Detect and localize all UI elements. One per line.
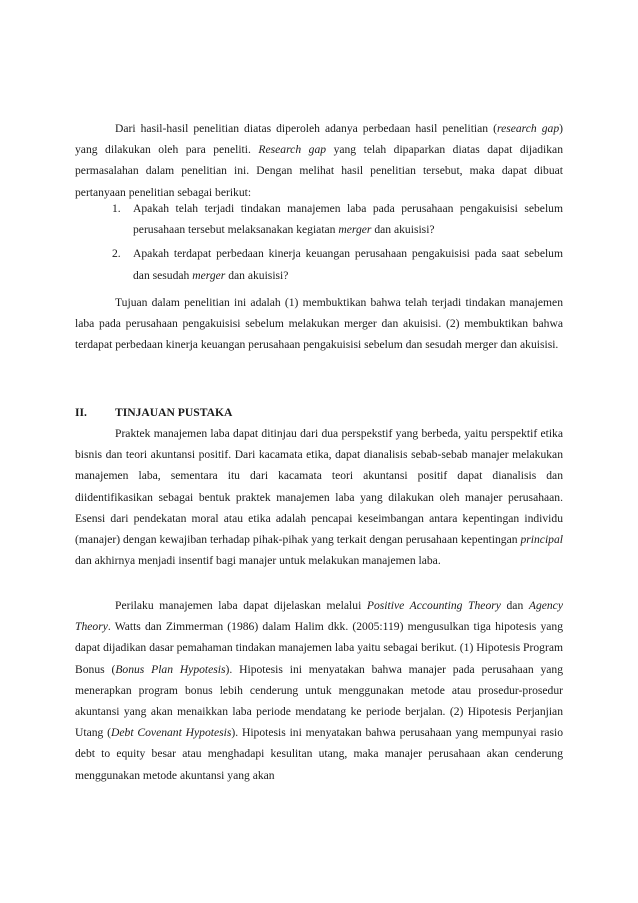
italic-term: Agency Theory xyxy=(75,599,563,634)
purpose-paragraph: Tujuan dalam penelitian ini adalah (1) membuktikan bahwa telah terjadi tindakan manajemen laba pada perusahaan pengakuisisi sebelum melakukan merger dan akuisisi. (2) membuktikan bahwa terdapat perbedaan kinerja keuangan perusahaan pengakuisisi sebelum dan sesudah merger dan akuisisi. xyxy=(75,296,563,352)
list-text: Apakah terdapat perbedaan kinerja keuangan perusahaan pengakuisisi pada saat sebelum dan sesudah xyxy=(133,247,563,282)
literature-paragraph-1 xyxy=(75,423,563,571)
italic-term: Bonus Plan Hypotesis xyxy=(115,662,226,676)
intro-paragraph xyxy=(75,118,563,203)
intro-text: Dari hasil-hasil penelitian diatas diperoleh adanya perbedaan hasil penelitian ( xyxy=(115,122,497,135)
intro-text: yang telah dipaparkan diatas dapat dijadikan permasalahan dalam penelitian ini. Dengan melihat hasil penelitian tersebut, maka dapat dibuat pertanyaan penelitian sebagai berikut: xyxy=(75,143,564,199)
italic-term: principal xyxy=(520,533,563,547)
section-number: II. xyxy=(75,406,87,419)
section-title: TINJAUAN PUSTAKA xyxy=(115,406,233,419)
list-italic-term: merger xyxy=(338,223,372,237)
paragraph-text: Perilaku manajemen laba dapat dijelaskan melalui xyxy=(115,599,367,612)
italic-term: Debt Covenant Hypotesis xyxy=(111,726,232,740)
paragraph-text: Praktek manajemen laba dapat ditinjau dari dua perspekstif yang berbeda, yaitu perspektif etika bisnis dan teori akuntansi positif. Dari kacamata etika, dapat dianalisis sebab-sebab manajer melakukan manajemen laba, sementara itu dari kacamata teori akuntansi positif dapat dianalisis dan diidentifikasikan sebagai bentuk praktek manajemen laba yang dilakukan oleh manajer perusahaan. Esensi dari pendekatan moral atau etika adalah pencapai keseimbangan antara kepentingan individu (manajer) dengan kewajiban terhadap pihak-pihak yang terkait dengan perusahaan kepentingan xyxy=(75,427,563,547)
list-item xyxy=(112,198,563,240)
list-number: 1. xyxy=(112,202,121,215)
paragraph-text: dan akhirnya menjadi insentif bagi manajer untuk melakukan manajemen laba. xyxy=(75,554,441,568)
list-item xyxy=(112,243,563,285)
paragraph-text: dan xyxy=(500,599,529,612)
list-italic-term: merger xyxy=(192,268,226,282)
literature-paragraph-2 xyxy=(75,595,563,786)
list-number: 2. xyxy=(112,247,121,261)
italic-term: Positive Accounting Theory xyxy=(366,599,501,612)
list-text: Apakah telah terjadi tindakan manajemen laba pada perusahaan pengakuisisi sebelum perusahaan tersebut melaksanakan kegiatan xyxy=(133,202,563,237)
paragraph-text: ). Hipotesis ini menyatakan bahwa manajer pada perusahaan yang menerapkan program bonus lebih cenderung untuk menggunakan metode atau prosedur-prosedur akuntansi yang akan menaikkan laba periode mendatang ke periode berjalan. (2) Hipotesis Perjanjian Utang ( xyxy=(75,662,563,740)
intro-italic-term: research gap xyxy=(497,122,560,135)
paragraph-text: . Watts dan Zimmerman (1986) dalam Halim dkk. (2005:119) mengusulkan tiga hipotesis yang dapat dijadikan dasar pemahaman tindakan manajemen laba yaitu sebagai berikut. (1) Hipotesis Program Bonus ( xyxy=(75,620,563,676)
intro-text: ) yang dilakukan oleh para peneliti. xyxy=(75,122,564,157)
paragraph-text: ). Hipotesis ini menyatakan bahwa perusahaan yang mempunyai rasio debt to equity besar atau menghadapi kesulitan utang, maka manajer perusahaan akan cenderung menggunakan metode akuntansi yang akan xyxy=(75,726,563,782)
list-text: dan akuisisi? xyxy=(371,223,435,237)
list-text: dan akuisisi? xyxy=(225,268,289,282)
section-heading xyxy=(75,402,563,423)
intro-italic-term: Research gap xyxy=(258,143,327,157)
research-questions-list xyxy=(112,198,563,286)
